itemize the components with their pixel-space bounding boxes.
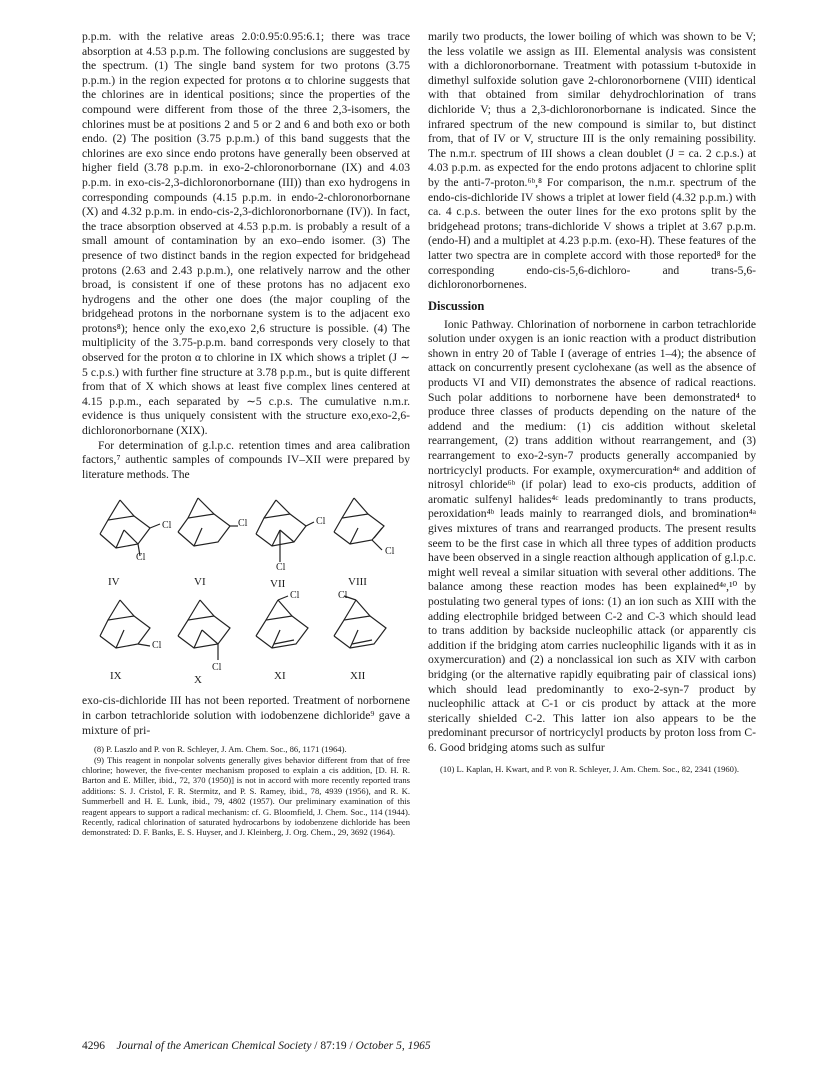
structure-xi <box>256 596 308 648</box>
compound-label: X <box>194 674 202 687</box>
body-paragraph: marily two products, the lower boiling of which was shown to be V; the less volatile we assign as III. Elemental analysis was consistent with a dichloronorbornane. Treatment with potassium t-butoxide in dimethyl sulfoxide solution gave 2-chloronorbornene (VIII) identical with that obtained from similar dehydrochlorination of trans dichloride V; thus a 2,3-dichloronorbornane is indicated. Since the infrared spectrum of the new compound is similar to, but distinct from, that of IV or V, structure III is the only remaining possibility. The n.m.r. spectrum of III shows a clean doublet (J = ca. 2 c.p.s.) at 4.03 p.p.m. as expected for the endo protons adjacent to chlorine split by the anti-7-proton.⁶ᵇ,⁸ For comparison, the n.m.r. spectrum of the endo-cis-dichloride IV shows a triplet at lower field (4.32 p.p.m.) with ca. 4 c.p.s. between the outer lines for the exo protons split by the bridgehead protons; trans-dichloride V shows a triplet at 3.67 p.p.m. (endo-H) and a multiplet at 4.23 p.p.m. (exo-H). These features of the latter two spectra are in complete accord with those reported⁸ for the corresponding endo-cis-5,6-dichloro- and trans-5,6-dichloronorbornenes. <box>428 30 756 292</box>
chlorine-label: Cl <box>212 662 222 674</box>
compound-label: XI <box>274 670 286 683</box>
chlorine-label: Cl <box>385 546 395 558</box>
left-column <box>82 30 410 838</box>
structure-iv <box>100 500 160 556</box>
compound-label: IV <box>108 576 120 589</box>
structure-ix <box>100 600 150 648</box>
compound-label: VII <box>270 578 286 591</box>
chlorine-label: Cl <box>338 590 348 602</box>
issue-date: October 5, 1965 <box>355 1040 431 1052</box>
separator: / <box>346 1040 356 1052</box>
footnotes <box>428 764 756 774</box>
chlorine-label: Cl <box>238 518 248 530</box>
chlorine-label: Cl <box>162 520 172 532</box>
volume-issue: 87:19 <box>320 1040 347 1052</box>
body-paragraph: p.p.m. with the relative areas 2.0:0.95:0.95:6.1; there was trace absorption at 4.53 p.p.m. The following conclusions are suggested by the spectrum. (1) The single band system for two protons (3.75 p.p.m.) in the region expected for protons α to chlorine suggests that the chlorines are in identical positions; since the properties of the compound were different from those of the three 2,3-isomers, the chlorines must be at positions 2 and 5 or 2 and 6 and both exo or both endo. (2) The position (3.75 p.p.m.) of this band suggests that the chlorines are exo since endo protons have generally been observed at higher field (3.78 p.p.m. in exo-2-chloronorbornane (IX) and 4.03 p.p.m. in exo-cis-2,3-dichloronorbornane (III)) than exo hydrogens in corresponding compounds (4.15 p.p.m. in endo-2-chloronorbornane (X) and 4.32 p.p.m. in endo-cis-2,3-dichloronorbornane (IV)). In fact, the trace absorption observed at 4.53 p.p.m. is probably a result of a small amount of contamination by an exo–endo isomer. (3) The presence of two distinct bands in the region expected for bridgehead protons (2.63 and 2.43 p.p.m.), one relatively narrow and the other broad, is consistent if one of these protons has no adjacent exo hydrogens and the other one does (the major coupling of the bridgehead protons in the norbornane system is to the adjacent exo protons⁸); hence only the exo,exo 2,6 structure is possible. (4) The multiplicity of the 3.75-p.p.m. band corresponds very closely to that observed for the proton α to chlorine in IX which shows a triplet (J ∼ 5 c.p.s.) with further fine structure at 3.78 p.p.m., but is quite different from that of X which shows at least five complex lines centered at 4.15 p.p.m., each separated by ∼5 c.p.s. The cumulative n.m.r. evidence is thus uniquely consistent with the structure exo,exo-2,6-dichloronorbornane (XIX). <box>82 30 410 438</box>
footnote-8: (8) P. Laszlo and P. von R. Schleyer, J. Am. Chem. Soc., 86, 1171 (1964). <box>94 744 347 755</box>
compound-label: IX <box>110 670 122 683</box>
structure-xii <box>334 596 386 648</box>
chlorine-label: Cl <box>290 590 300 602</box>
compound-label: VIII <box>348 576 367 589</box>
compound-label: XII <box>350 670 366 683</box>
footnote-10: (10) L. Kaplan, H. Kwart, and P. von R. Schleyer, J. Am. Chem. Soc., 82, 2341 (1960). <box>440 763 739 774</box>
section-heading: Discussion <box>428 298 485 313</box>
footnotes <box>82 744 410 838</box>
body-paragraph: exo-cis-dichloride III has not been reported. Treatment of norbornene in carbon tetrachloride solution with iodobenzene dichloride⁹ gave a mixture of pri- <box>82 694 410 737</box>
right-column <box>428 30 756 774</box>
page-number: 4296 <box>82 1040 105 1052</box>
page-footer <box>82 1040 431 1052</box>
chlorine-label: Cl <box>152 640 162 652</box>
chlorine-label: Cl <box>136 552 146 564</box>
structure-vi <box>178 498 238 546</box>
compound-label: VI <box>194 576 206 589</box>
separator: / <box>311 1040 321 1052</box>
chlorine-label: Cl <box>316 516 326 528</box>
footnote-9: (9) This reagent in nonpolar solvents generally gives behavior different from that of free chlorine; however, the five-center mechanism proposed to explain a cis addition, [D. H. R. Barton and E. Miller, ibid., 72, 370 (1950)] is not in accord with more recently reported trans additions: S. J. Cristol, F. R. Stermitz, and P. S. Ramey, ibid., 78, 4939 (1956), and R. K. Summerbell and H. E. Lunk, ibid., 79, 4802 (1957). Our preliminary examination of this reagent appears to support a radical mechanism: cf. G. Bloomfield, J. Chem. Soc., 114 (1944). Recently, radical chlorination of saturated hydrocarbons by iodobenzene dichloride has been demonstrated: D. F. Banks, E. S. Huyser, and J. Kleinberg, J. Org. Chem., 29, 3692 (1964). <box>82 754 410 838</box>
body-paragraph: For determination of g.l.p.c. retention times and area calibration factors,⁷ authentic samples of compounds IV–XII were prepared by literature methods. The <box>82 438 410 481</box>
structure-x <box>178 600 230 660</box>
chlorine-label: Cl <box>276 562 286 574</box>
structure-viii <box>334 498 384 550</box>
structure-vii <box>256 500 314 562</box>
journal-name: Journal of the American Chemical Society <box>116 1040 312 1052</box>
body-paragraph: Ionic Pathway. Chlorination of norbornene in carbon tetrachloride solution under oxygen is an ionic reaction with a product distribution shown in entry 20 of Table I (average of entries 1–4); the absence of attack on concurrently present cyclohexane (as well as the absence of products VI and VII) demonstrates the absence of radical reactions. Such polar additions to norbornene have been demonstrated⁴ to produce three classes of products depending on the nature of the addend and the medium: (1) cis addition without skeletal rearrangement, (2) trans addition without rearrangement, and (3) rearrangement to exo-2-syn-7 products generally accompanied by nortricyclyl products. For example, oxymercuration⁴ᵉ and addition of nitrosyl chloride⁶ᵇ (if polar) lead to exo-cis products, addition of aromatic sulfenyl halides⁴ᶜ leads predominantly to trans products, peroxidation⁴ᵇ leads mainly to rearranged diols, and bromination⁴ᵃ gives mixtures of trans and rearranged products. The present results seem to be the first case in which all three types of addition products have been observed in a single reaction although application of g.l.p.c. might well reveal a similar situation with several other additions. The balance among these reaction modes has been explained⁴ᵉ,¹⁰ by postulating two general types of ions: (1) an ion such as XIII with the adding electrophile bridged between C-2 and C-3 which should lead to trans addition by backside nucleophilic attack (or apparently cis addition if the bridging atom carries nucleophilic ligands with it as in oxymercuration) and (2) a nonclassical ion such as XIV with carbon bridging (or the alternative rapidly equibrating pair of classical ions) which should lead predominantly to exo-2-syn-7 product by nucleophilic attack at C-1 or cis product by attack at the more sterically shielded C-2. This latter ion also appears to be the predominant precursor of nortricyclyl products by proton loss from C-6. Good bridging atoms such as sulfur <box>428 317 756 754</box>
structures-figure <box>82 488 410 688</box>
